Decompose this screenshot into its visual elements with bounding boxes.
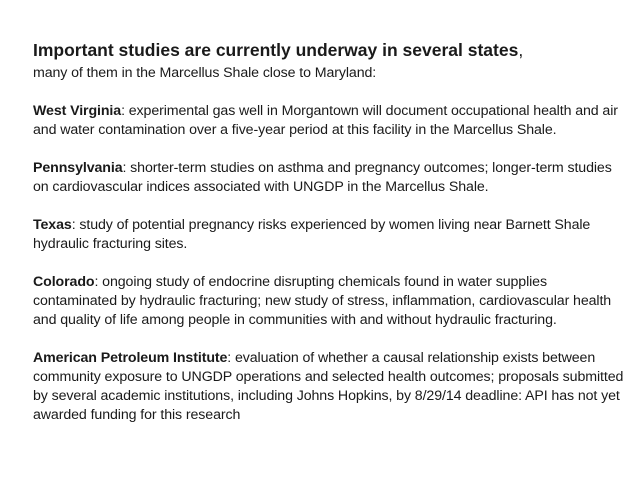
study-description: : experimental gas well in Morgantown will document occupational health and air and water contamination over a five-year period at this facility in the Marcellus Shale. xyxy=(33,103,618,138)
study-description: : study of potential pregnancy risks experienced by women living near Barnett Shale hydraulic fracturing sites. xyxy=(33,217,591,252)
study-description: : evaluation of whether a causal relationship exists between community exposure to UNGDP operations and selected health outcomes; proposals submitted by several academic institutions, including Johns Hopkins, by 8/29/14 deadline: API has not yet awarded funding for this research xyxy=(33,350,624,423)
study-label: American Petroleum Institute xyxy=(33,350,228,366)
study-entry-api xyxy=(33,349,625,425)
slide-heading xyxy=(33,40,625,61)
study-description: : shorter-term studies on asthma and pregnancy outcomes; longer-term studies on cardiovascular indices associated with UNGDP in the Marcellus Shale. xyxy=(33,160,612,195)
study-label: Colorado xyxy=(33,274,95,290)
intro-text: many of them in the Marcellus Shale close to Maryland: xyxy=(33,65,377,81)
slide-heading-trail: , xyxy=(518,40,524,60)
study-entry-pennsylvania xyxy=(33,159,625,197)
slide-heading-strong: Important studies are currently underway in several states xyxy=(33,40,519,60)
study-entry-west-virginia xyxy=(33,102,625,140)
slide-content xyxy=(33,40,625,425)
study-label: West Virginia xyxy=(33,103,122,119)
study-description: : ongoing study of endocrine disrupting chemicals found in water supplies contaminated by hydraulic fracturing; new study of stress, inflammation, cardiovascular health and quality of life among people in communities with and without hydraulic fracturing. xyxy=(33,274,612,328)
study-label: Texas xyxy=(33,217,72,233)
study-entry-colorado xyxy=(33,273,625,330)
study-entry-texas xyxy=(33,216,625,254)
study-label: Pennsylvania xyxy=(33,160,123,176)
